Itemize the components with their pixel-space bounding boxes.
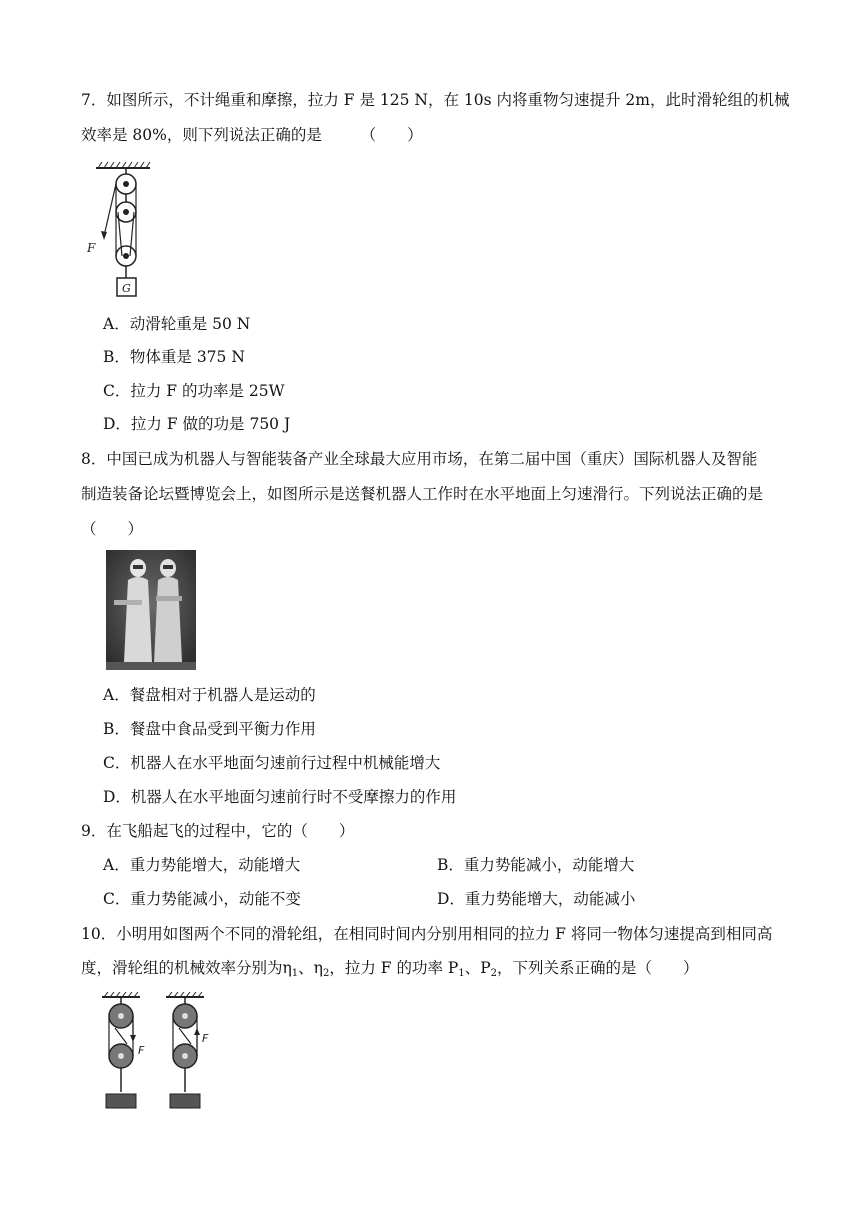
q9-stem: 9．在飞船起飞的过程中，它的（ ）: [81, 822, 355, 840]
q8-option-a: A．餐盘相对于机器人是运动的: [103, 686, 316, 704]
q9-option-a: A．重力势能增大，动能增大: [103, 856, 301, 874]
q7-option-b: B．物体重是 375 N: [103, 348, 245, 366]
q7-stem-line2: 效率是 80%，则下列说法正确的是 （ ）: [81, 126, 423, 144]
q10-right-pulley-system: [166, 992, 209, 1108]
q10-left-force-label: F: [138, 1044, 145, 1057]
q9-option-c: C．重力势能减小，动能不变: [103, 890, 301, 908]
q7-weight-label: G: [122, 282, 131, 295]
q10-right-force-label: F: [202, 1032, 209, 1045]
q8-stem-line1: 8．中国已成为机器人与智能装备产业全球最大应用市场，在第二届中国（重庆）国际机器人及智能: [81, 450, 758, 468]
q9-option-d: D．重力势能增大，动能减小: [437, 890, 636, 908]
q10-stem-line2: 度，滑轮组的机械效率分别为$\eta_1$、$\eta_2$，拉力 F 的功率 $P_1$、$P_2$，下列关系正确的是（ ）: [81, 959, 699, 979]
q8-stem-line3: （ ）: [81, 520, 144, 538]
q10-stem-line1: 10．小明用如图两个不同的滑轮组，在相同时间内分别用相同的拉力 F 将同一物体匀速提高到相同高: [81, 925, 773, 943]
q9-option-b: B．重力势能减小，动能增大: [437, 856, 635, 874]
q7-stem-line1: 7．如图所示，不计绳重和摩擦，拉力 F 是 125 N，在 10s 内将重物匀速提升 2m，此时滑轮组的机械: [81, 91, 790, 109]
q8-option-d: D．机器人在水平地面匀速前行时不受摩擦力的作用: [103, 788, 457, 806]
q10-pulley-figure: [100, 992, 220, 1112]
q7-option-a: A．动滑轮重是 50 N: [103, 315, 251, 333]
q8-stem-line2: 制造装备论坛暨博览会上，如图所示是送餐机器人工作时在水平地面上匀速滑行。下列说法正确的是: [81, 485, 764, 503]
q8-option-b: B．餐盘中食品受到平衡力作用: [103, 720, 316, 738]
q7-force-label: F: [87, 241, 96, 255]
q7-pulley-figure: [84, 160, 154, 300]
q7-option-c: C．拉力 F 的功率是 25W: [103, 382, 285, 400]
q7-option-d: D．拉力 F 做的功是 750 J: [103, 415, 291, 433]
q10-left-pulley-system: [102, 992, 145, 1108]
q8-option-c: C．机器人在水平地面匀速前行过程中机械能增大: [103, 754, 441, 772]
q8-robot-photo: [106, 550, 196, 670]
